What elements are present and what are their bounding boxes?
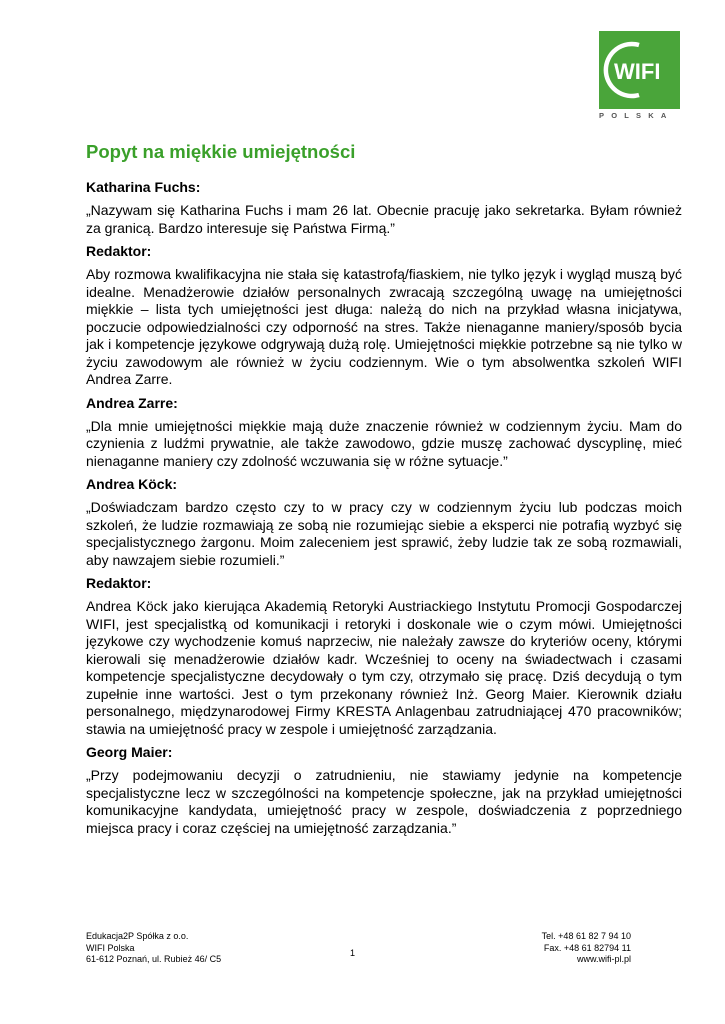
footer-phone: Tel. +48 61 82 7 94 10 — [541, 931, 631, 941]
speaker-name: Georg Maier: — [86, 744, 173, 760]
speaker-name: Redaktor: — [86, 243, 152, 259]
wifi-logo — [599, 31, 680, 109]
page-title: Popyt na miękkie umiejętności — [86, 141, 356, 162]
paragraph: „Dla mnie umiejętności miękkie mają duże znaczenie również w codziennym życiu. Mam do czynienia z ludźmi prywatnie, ale także zawodowo, gdzie muszę zachować dyscyplinę, mieć nienaganne maniery czy zdolność wczuwania się w różne sytuacje.” — [86, 417, 682, 469]
document-body — [86, 141, 682, 843]
footer-company-name: Edukacja2P Spółka z o.o. — [86, 931, 189, 941]
speaker-name: Katharina Fuchs: — [86, 179, 201, 195]
paragraph: „Doświadczam bardzo często czy to w pracy czy w codziennym życiu lub podczas moich szkoleń, że ludzie rozmawiają ze sobą nie rozumiejąc siebie a eksperci nie potrafią wyzbyć się specjalistycznego żargonu. Moim zaleceniem jest sprawić, żeby ludzie tak ze sobą rozmawiali, aby nawzajem siebie rozumieli.” — [86, 499, 682, 568]
footer-company-info — [86, 931, 221, 966]
speaker-name: Andrea Zarre: — [86, 394, 178, 411]
wifi-logo-mark — [599, 31, 680, 109]
footer-company-brand: WIFI Polska — [86, 942, 135, 953]
paragraph: Aby rozmowa kwalifikacyjna nie stała się katastrofą/fiaskiem, nie tylko język i wygląd muszą być idealne. Menadżerowie działów personalnych zwracają szczególną uwagę na umiejętności miękkie – lista tych umiejętności jest długa: należą do nich na przykład własna inicjatywa, poczucie odpowiedzialności czy odporność na stres. Także nienaganne maniery/sposób bycia jak i kompetencje językowe odgrywają dużą rolę. Umiejętności miękkie potrzebne są nie tylko w życiu zawodowym ale również w życiu codziennym. Wie o tym absolwentka szkoleń WIFI Andrea Zarre. — [86, 266, 682, 387]
speaker-name: Redaktor: — [86, 575, 152, 591]
footer-contact-info — [542, 931, 631, 966]
page-number: 1 — [350, 948, 356, 958]
logo-brand-text: WIFI — [614, 59, 661, 84]
speaker-name: Andrea Köck: — [86, 476, 178, 492]
logo-subtitle: POLSKA — [599, 111, 674, 120]
paragraph: „Nazywam się Katharina Fuchs i mam 26 lat. Obecnie pracuję jako sekretarka. Byłam również za granicą. Bardzo interesuje się Państwa Firmą.” — [86, 202, 682, 236]
footer-fax: Fax. +48 61 82794 11 — [543, 942, 631, 953]
footer-address: 61-612 Poznań, ul. Rubież 46/ C5 — [86, 954, 222, 964]
footer-website: www.wifi-pl.pl — [576, 954, 631, 964]
paragraph: Andrea Köck jako kierująca Akademią Retoryki Austriackiego Instytutu Promocji Gospodarczej WIFI, jest specjalistką od komunikacji i retoryki i doskonale wie o czym mówi. Umiejętności językowe czy wychodzenie komuś naprzeciw, nie należały zawsze do kryteriów oceny, którymi kierowali się menadżerowie działów kadr. Wcześniej to oceny na świadectwach i czasami kompetencje specjalistyczne decydowały o tym czy, otrzymało się pracę. Dziś decydują o tym zupełnie inne wartości. Jest o tym przekonany również Inż. Georg Maier. Kierownik działu personalnego, międzynarodowej Firmy KRESTA Anlagenbau zatrudniającej 470 pracowników; stawia na umiejętność pracy w zespole i umiejętność zarządzania. — [86, 598, 682, 737]
paragraph: „Przy podejmowaniu decyzji o zatrudnieniu, nie stawiamy jedynie na kompetencje specjalistyczne lecz w szczególności na kompetencje społeczne, jak na przykład umiejętności komunikacyjne kandydata, umiejętność pracy w zespole, doświadczenia z poprzedniego miejsca pracy i coraz częściej na umiejętność zarządzania.” — [86, 767, 682, 836]
